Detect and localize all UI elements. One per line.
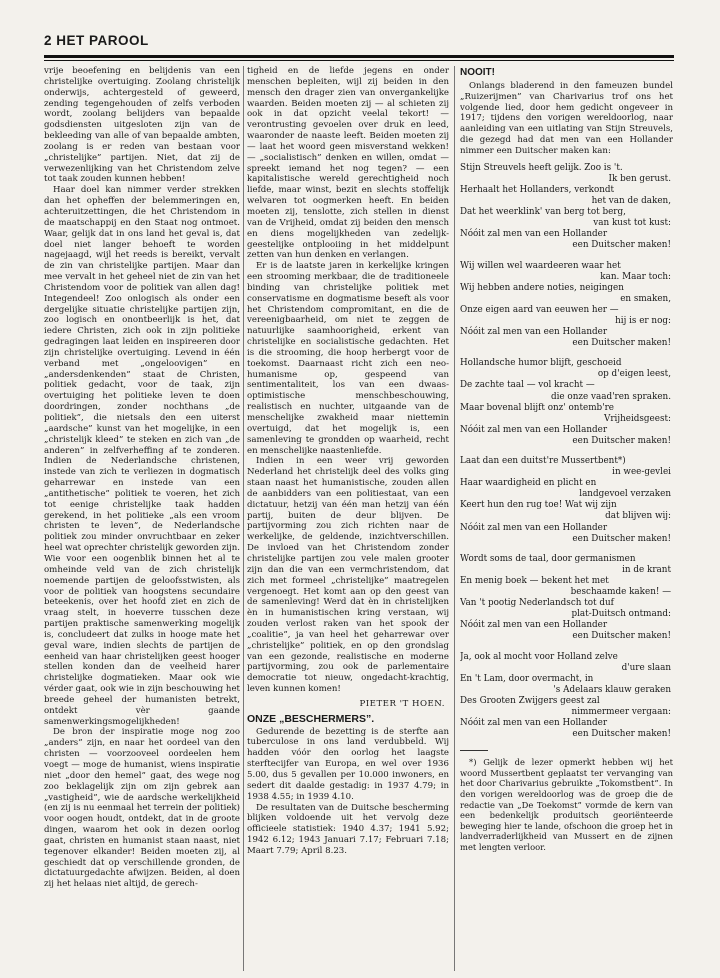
poem-line: Nóóit zal men van een Hollander: [460, 327, 608, 338]
poem-stanza: [460, 554, 673, 643]
poem-line: hij is er nog:: [615, 315, 671, 326]
poem-line: in de krant: [622, 564, 671, 575]
poem-line: plat-Duitsch ontmand:: [571, 609, 671, 620]
poem-line: De zachte taal — vol kracht —: [460, 380, 595, 391]
poem-line: dat blijven wij:: [605, 511, 671, 522]
article-column-2: [247, 66, 449, 971]
article-paragraph: Gedurende de bezetting is de sterfte aan tuberculose in ons land verdubbeld. Wij hadden vóór den oorlog het laagste sterftecijfer van Europa, en wel over 1936 5.00, dus 5 gevallen per 10.000 inwoners, en sedert dit daalde gestadig: in 1937 4.79; in 1938 4.55; in 1939 4.10.: [247, 726, 449, 802]
poem-line: Haar waardigheid en plicht en: [460, 478, 597, 489]
poem-line: beschaamde kaken! —: [570, 587, 671, 598]
poem-line: Ja, ook al mocht voor Holland zelve: [460, 651, 618, 662]
poem-line: Hollandsche humor blijft, geschoeid: [460, 358, 622, 369]
poem-stanza: [460, 358, 673, 447]
poem-line: Nóóit zal men van een Hollander: [460, 424, 608, 435]
poem-line: d'ure slaan: [621, 662, 671, 673]
article-paragraph: Haar doel kan nimmer verder strekken dan het opheffen der belemmeringen en, achteruitzettingen, die het Christendom in de maatschappij en den Staat nog ontmoet. Waar, gelijk dat in ons land het geval is, dat doel niet langer behoeft te worden nagejaagd, wijl het reeds is bereikt, vervalt de zin van christelijke partijen. Maar dan mee vervalt in het geheel niet de zin van het Christendom voor de politiek van allen dag! Integendeel! Zoo onlogisch als onder een dergelijke situatie christelijke partijen zijn, zoo logisch en onontbeerlijk is het, dat iedere Christen, zich ook in zijn politieke gedragingen laat leiden en inspireeren door zijn christelijke overtuiging. Levend in één verband met „ongeloovigen” en „andersdenkenden” staat de Christen, politiek gedacht, voor de taak, zijn overtuiging het politieke leven te doen doordringen, zonder nochthans „de politiek”, die nietsals den een uiterst „aardsche” kunst van het mogelijke, in een „christelijk kleed” te steken en zich van „de anderen” in zelfverheffing af te zonderen. Indien de Nederlandsche christenen, instede van zich te verliezen in dogmatisch geharrewar en instede van een „antithetische” politiek te voeren, het zich tot eenige christelijke taak hadden gerekend, in het politieke „als een vroom christen te leven”, de Nederlandsche politiek zou minder onvruchtbaar en zeker heel wat oprechter christelijk geworden zijn. Wie voor een oogenblik binnen het al te omheinde veld van de zich christelijk noemende partijen de geloofsstwisten, als voor de politiek van hoogstens secundaire beteekenis, over het hoofd ziet en zich de vraag stelt, in hoeverre tusschen deze partijen praktische samenwerking mogelijk is, concludeert dat zulks in hooge mate het geval ware, indien slechts de partijen de eenheid van haar christelijken geest hooger stellen konden dan de veelheid harer christelijke dogmatieken. Maar ook wie vérder gaat, ook wie in zijn beschouwing het breede geheel der humanisten betrekt, ontdekt vèr gaande samenwerkingsmogelijkheden!: [44, 185, 240, 727]
footnote: *) Gelijk de lezer opmerkt hebben wij het woord Mussertbent geplaatst ter vervanging van het door Charivarius gebruikte „Tokomstbent”. In den vorigen wereldoorlog was de groep die de redactie van „De Toekomst” vormde de kern van een bedenkelijk produitsch georiënteerde beweging hier te lande, ofschoon die groep het in landverraderlijkheid van Mussert en de zijnen met lengten verloor.: [460, 757, 673, 852]
poem-line: Nóóit zal men van een Hollander: [460, 229, 608, 240]
poem-line: Nóóit zal men van een Hollander: [460, 620, 608, 631]
page-number: 2: [44, 33, 53, 48]
poem-line: een Duitscher maken!: [572, 338, 671, 349]
poem-line: die onze vaad'ren spraken.: [550, 391, 671, 402]
header-rule-thin: [44, 60, 674, 61]
poem-line: Nóóit zal men van een Hollander: [460, 718, 608, 729]
poem-line: Vrijheidsgeest:: [604, 413, 671, 424]
poem-line: nimmermeer vergaan:: [571, 706, 671, 717]
poem-line: Wordt soms de taal, door germanismen: [460, 553, 636, 564]
header-rule-thick: [44, 55, 674, 58]
poem-line: Ik ben gerust.: [608, 173, 671, 184]
poem-stanza: [460, 456, 673, 545]
poem-line: een Duitscher maken!: [572, 435, 671, 446]
poem-line: Wij willen wel waardeeren waar het: [460, 260, 621, 271]
poem-line: Wij hebben andere noties, neigingen: [460, 282, 624, 293]
poem-line: een Duitscher maken!: [572, 533, 671, 544]
poem-line: een Duitscher maken!: [572, 729, 671, 740]
column-divider: [243, 66, 244, 971]
poem-line: in wee-gevlei: [612, 467, 671, 478]
poem-line: Van 't pootig Nederlandsch tot duf: [460, 598, 614, 609]
poem-line: Herhaalt het Hollanders, verkondt: [460, 184, 615, 195]
poem-line: En 't Lam, door overmacht, in: [460, 673, 594, 684]
section-heading-beschermers: ONZE „BESCHERMERS”.: [247, 712, 375, 725]
poem-line: en smaken,: [620, 293, 671, 304]
poem-line: een Duitscher maken!: [572, 240, 671, 251]
article-paragraph: Er is de laatste jaren in kerkelijke kringen een strooming merkbaar, die de traditioneele binding van christelijke politiek met conservatisme en dogmatisme beseft als voor het Christendom compromitant, en die de vereenigbaarheid, om niet te zeggen de natuurlijke saamhoorigheid, erkent van christelijke en socialistische gedachten. Het is die strooming, die hoop herbergt voor de toekomst. Daarnaast richt zich een neo-humanisme op, gespeend van sentimentaliteit, los van een dwaas-optimistische menschbeschouwing, realistisch en nuchter, uitgaande van de menschelijke zwakheid maar niettemin overtuigd, dat het mogelijk is, een samenleving te grondden op waarheid, recht en menschelijke naastenliefde.: [247, 261, 449, 456]
poem-line: het van de daken,: [591, 196, 671, 207]
poem-line: Des Grooten Zwijgers geest zal: [460, 695, 600, 706]
poem-line: Keert hun den rug toe! Wat wij zijn: [460, 500, 617, 511]
article-signature: PIETER 'T HOEN.: [359, 698, 445, 709]
poem-stanza: [460, 652, 673, 741]
section-heading-nooit: NOOIT!: [460, 67, 495, 78]
poem-line: landgevoel verzaken: [579, 489, 671, 500]
poem-line: kan. Maar toch:: [600, 271, 671, 282]
poem-intro: Onlangs bladerend in den fameuzen bundel „Ruizerijmen” van Charivarius trof ons het volgende lied, door hem gedicht ongeveer in 1917; tijdens den vorigen wereldoorlog, naar aanleiding van een uitlating van Stijn Streuvels, die gezegd had dat men van een Hollander nimmer een Duitscher maken kan:: [460, 80, 673, 156]
poem-line: van kust tot kust:: [593, 218, 671, 229]
article-column-1: [44, 66, 240, 971]
article-paragraph: vrije beoefening en belijdenis van een christelijke overtuiging. Zoolang christelijk onderwijs, achtergesteld of geweerd, zending tegengehouden of zelfs verboden wordt, zoolang belijders van bepaalde godsdiensten uitgesloten zijn van de bekleeding van alle of van bepaalde ambten, zoolang is er reden van bestaan voor „christelijke” partijen. Niet, dat zij de verwezenlijking van het Christendom zelve tot taak zouden kunnen hebben!: [44, 66, 240, 185]
newspaper-title: HET PAROOL: [56, 33, 149, 48]
page-header: [44, 33, 664, 53]
poem-line: Dat het weerklink' van berg tot berg,: [460, 207, 626, 218]
footnote-rule: [460, 750, 488, 751]
poem-line: Nóóit zal men van een Hollander: [460, 522, 608, 533]
poem-stanza: [460, 163, 673, 252]
poem: [460, 163, 673, 741]
poem-stanza: [460, 261, 673, 350]
poem-line: een Duitscher maken!: [572, 631, 671, 642]
article-column-3: [460, 66, 673, 971]
column-divider: [454, 66, 455, 971]
poem-line: op d'eigen leest,: [597, 369, 671, 380]
poem-line: Stijn Streuvels heeft gelijk. Zoo is 't.: [460, 162, 623, 173]
poem-line: En menig boek — bekent het met: [460, 575, 609, 586]
poem-line: 's Adelaars klauw geraken: [553, 684, 671, 695]
poem-line: Onze eigen aard van eeuwen her —: [460, 304, 619, 315]
poem-line: Maar bovenal blijft onz' ontemb're: [460, 402, 615, 413]
poem-line: Laat dan een duitst're Mussertbent*): [460, 456, 626, 466]
article-paragraph: De bron der inspiratie moge nog zoo „anders” zijn, en naar het oordeel van den christen — voorzooveel oordeelen hem voegt — moge de humanist, wiens inspiratie niet „door den hemel” gaat, des wege nog zoo beklagelijk zijn om zijn gebrek aan „vastigheid”, wie de aardsche werkelijkheid (en zij is nu eenmaal het terrein der politiek) voor oogen houdt, ontdekt, dat in de groote dingen, waarom het ook in dezen oorlog gaat, christen en humanist staan naast, niet tegenover elkander! Beiden moeten zij, al geschiedt dat op verschillende gronden, de dictatuurgedachte afwijzen. Beiden, al doen zij het helaas niet altijd, de gerech-: [44, 727, 240, 890]
article-paragraph: De resultaten van de Duitsche bescherming blijken voldoende uit het vervolg deze officieele statistiek: 1940 4.37; 1941 5.92; 1942 6.12; 1943 Januari 7.17; Februari 7.18; Maart 7.79; April 8.23.: [247, 802, 449, 856]
article-paragraph: Indien in een weer vrij geworden Nederland het christelijk deel des volks ging staan naast het humanistische, zouden allen de aanbidders van een politiestaat, van een dictatuur, hetzij van één man hetzij van één partij, buiten de deur blijven. De partijvorming zou zich richten naar de werkelijke, de geldende, inzichtverschillen. De invloed van het Christendom zonder christelijke partijen zou vele malen grooter zijn dan die van een vermchristendom, dat zich met formeel „christelijke” maatregelen vergenoegt. Het komt aan op den geest van de samenleving! Werd dat èn in christelijken èn in humanistischen kring verstaan, wij zouden verlost raken van het spook der „coalitie”, ja van heel het geharrewar over „christelijke” politiek, en op den grondslag van een gezonde, realistische en moderne partijvorming, zou ook de parlementaire democratie tot nieuw, ongedacht-krachtig, leven kunnen komen!: [247, 456, 449, 695]
article-paragraph: tigheid en de liefde jegens en onder menschen bepleiten, wijl zij beiden in den mensch den drager zien van onvergankelijke waarden. Beiden moeten zij — al schieten zij ook in dat opzicht veelal tekort! — verontrusting gevoelen over druk en leed, waaronder de naaste leeft. Beiden moeten zij — laat het woord geen misverstand wekken! — „socialistisch” denken en willen, omdat — spreekt iemand het nog tegen? — een kapitalistische wereld gerechtigheid noch liefde, maar winst, bezit en slechts stoffelijk welvaren tot oogmerken heeft. En beiden moeten zij, tenslotte, zich stellen in dienst van de Vrijheid, omdat zij beiden den mensch en diens mogelijkheden van zedelijk-geestelijke ontplooiing in het middelpunt zetten van hun denken en verlangen.: [247, 66, 449, 261]
